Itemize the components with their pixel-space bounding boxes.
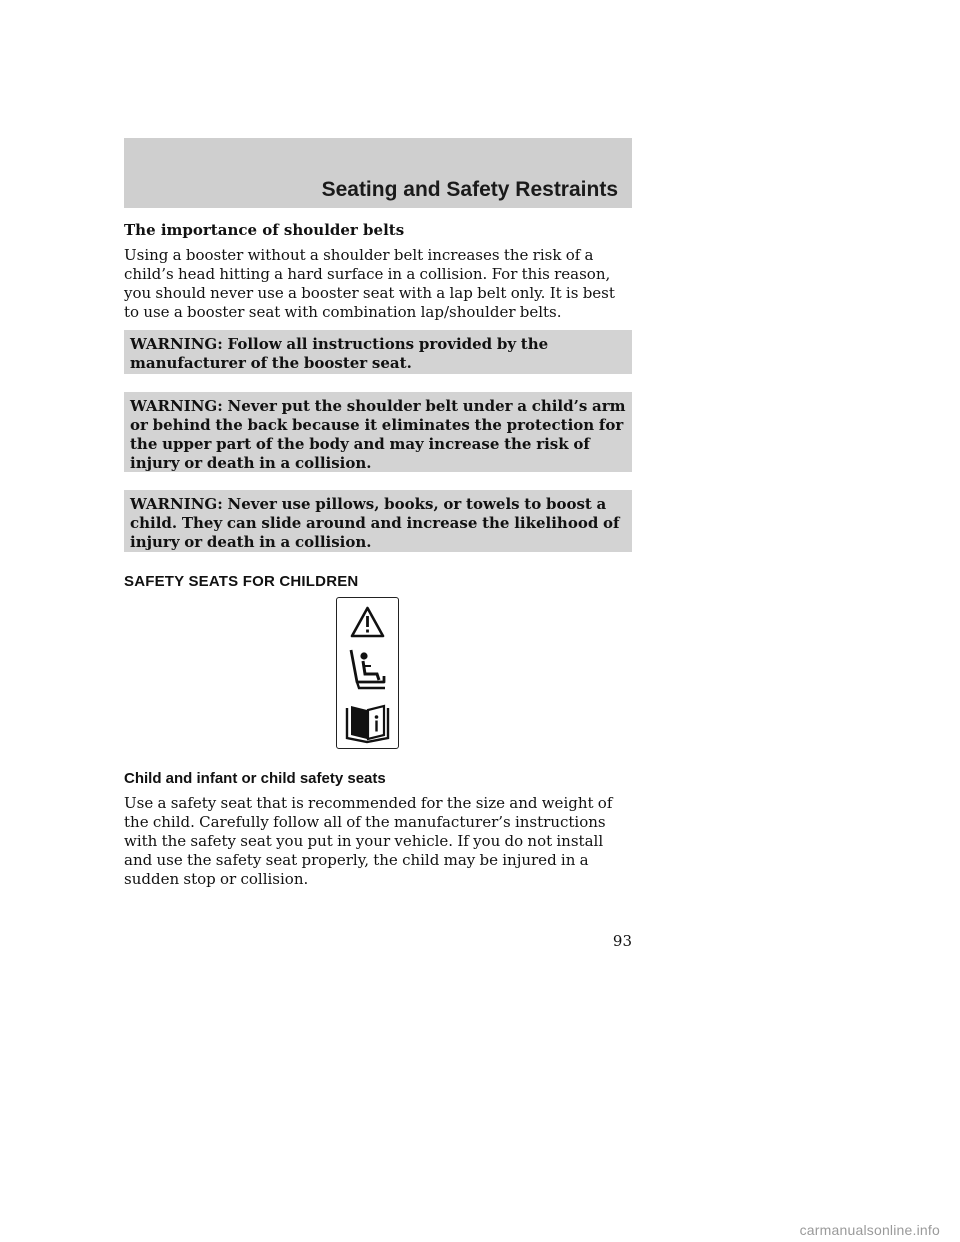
warning-booster-instructions: WARNING: Follow all instructions provided by the manufacturer of the booster seat. <box>124 330 632 374</box>
header-band <box>124 138 632 208</box>
child-seat-icon <box>337 642 398 694</box>
child-safety-seats-subheading: Child and infant or child safety seats <box>124 770 386 787</box>
owner-manual-icon <box>337 696 398 746</box>
safety-seats-section-title: SAFETY SEATS FOR CHILDREN <box>124 573 359 590</box>
warning-shoulder-belt-placement: WARNING: Never put the shoulder belt under a child’s arm or behind the back because it eliminates the protection for the upper part of the body and may increase the risk of injury or death in a collision. <box>124 392 632 472</box>
child-safety-seats-paragraph: Use a safety seat that is recommended for the size and weight of the child. Carefully follow all of the manufacturer’s instructions with the safety seat you put in your vehicle. If you do not install and use the safety seat properly, the child may be injured in a sudden stop or collision. <box>124 794 613 888</box>
section-header-title: Seating and Safety Restraints <box>321 178 618 201</box>
page-number: 93 <box>612 932 632 950</box>
warning-no-pillows: WARNING: Never use pillows, books, or towels to boost a child. They can slide around and increase the likelihood of injury or death in a collision. <box>124 490 632 552</box>
watermark: carmanualsonline.info <box>799 1222 940 1238</box>
warning-triangle-icon <box>337 600 398 646</box>
shoulder-belts-heading: The importance of shoulder belts <box>124 221 405 239</box>
safety-symbol-panel <box>336 597 399 749</box>
shoulder-belts-paragraph: Using a booster without a shoulder belt increases the risk of a child’s head hitting a hard surface in a collision. For this reason, you should never use a booster seat with a lap belt only. It is best to use a booster seat with combination lap/shoulder belts. <box>124 246 615 321</box>
page-content <box>124 221 632 889</box>
